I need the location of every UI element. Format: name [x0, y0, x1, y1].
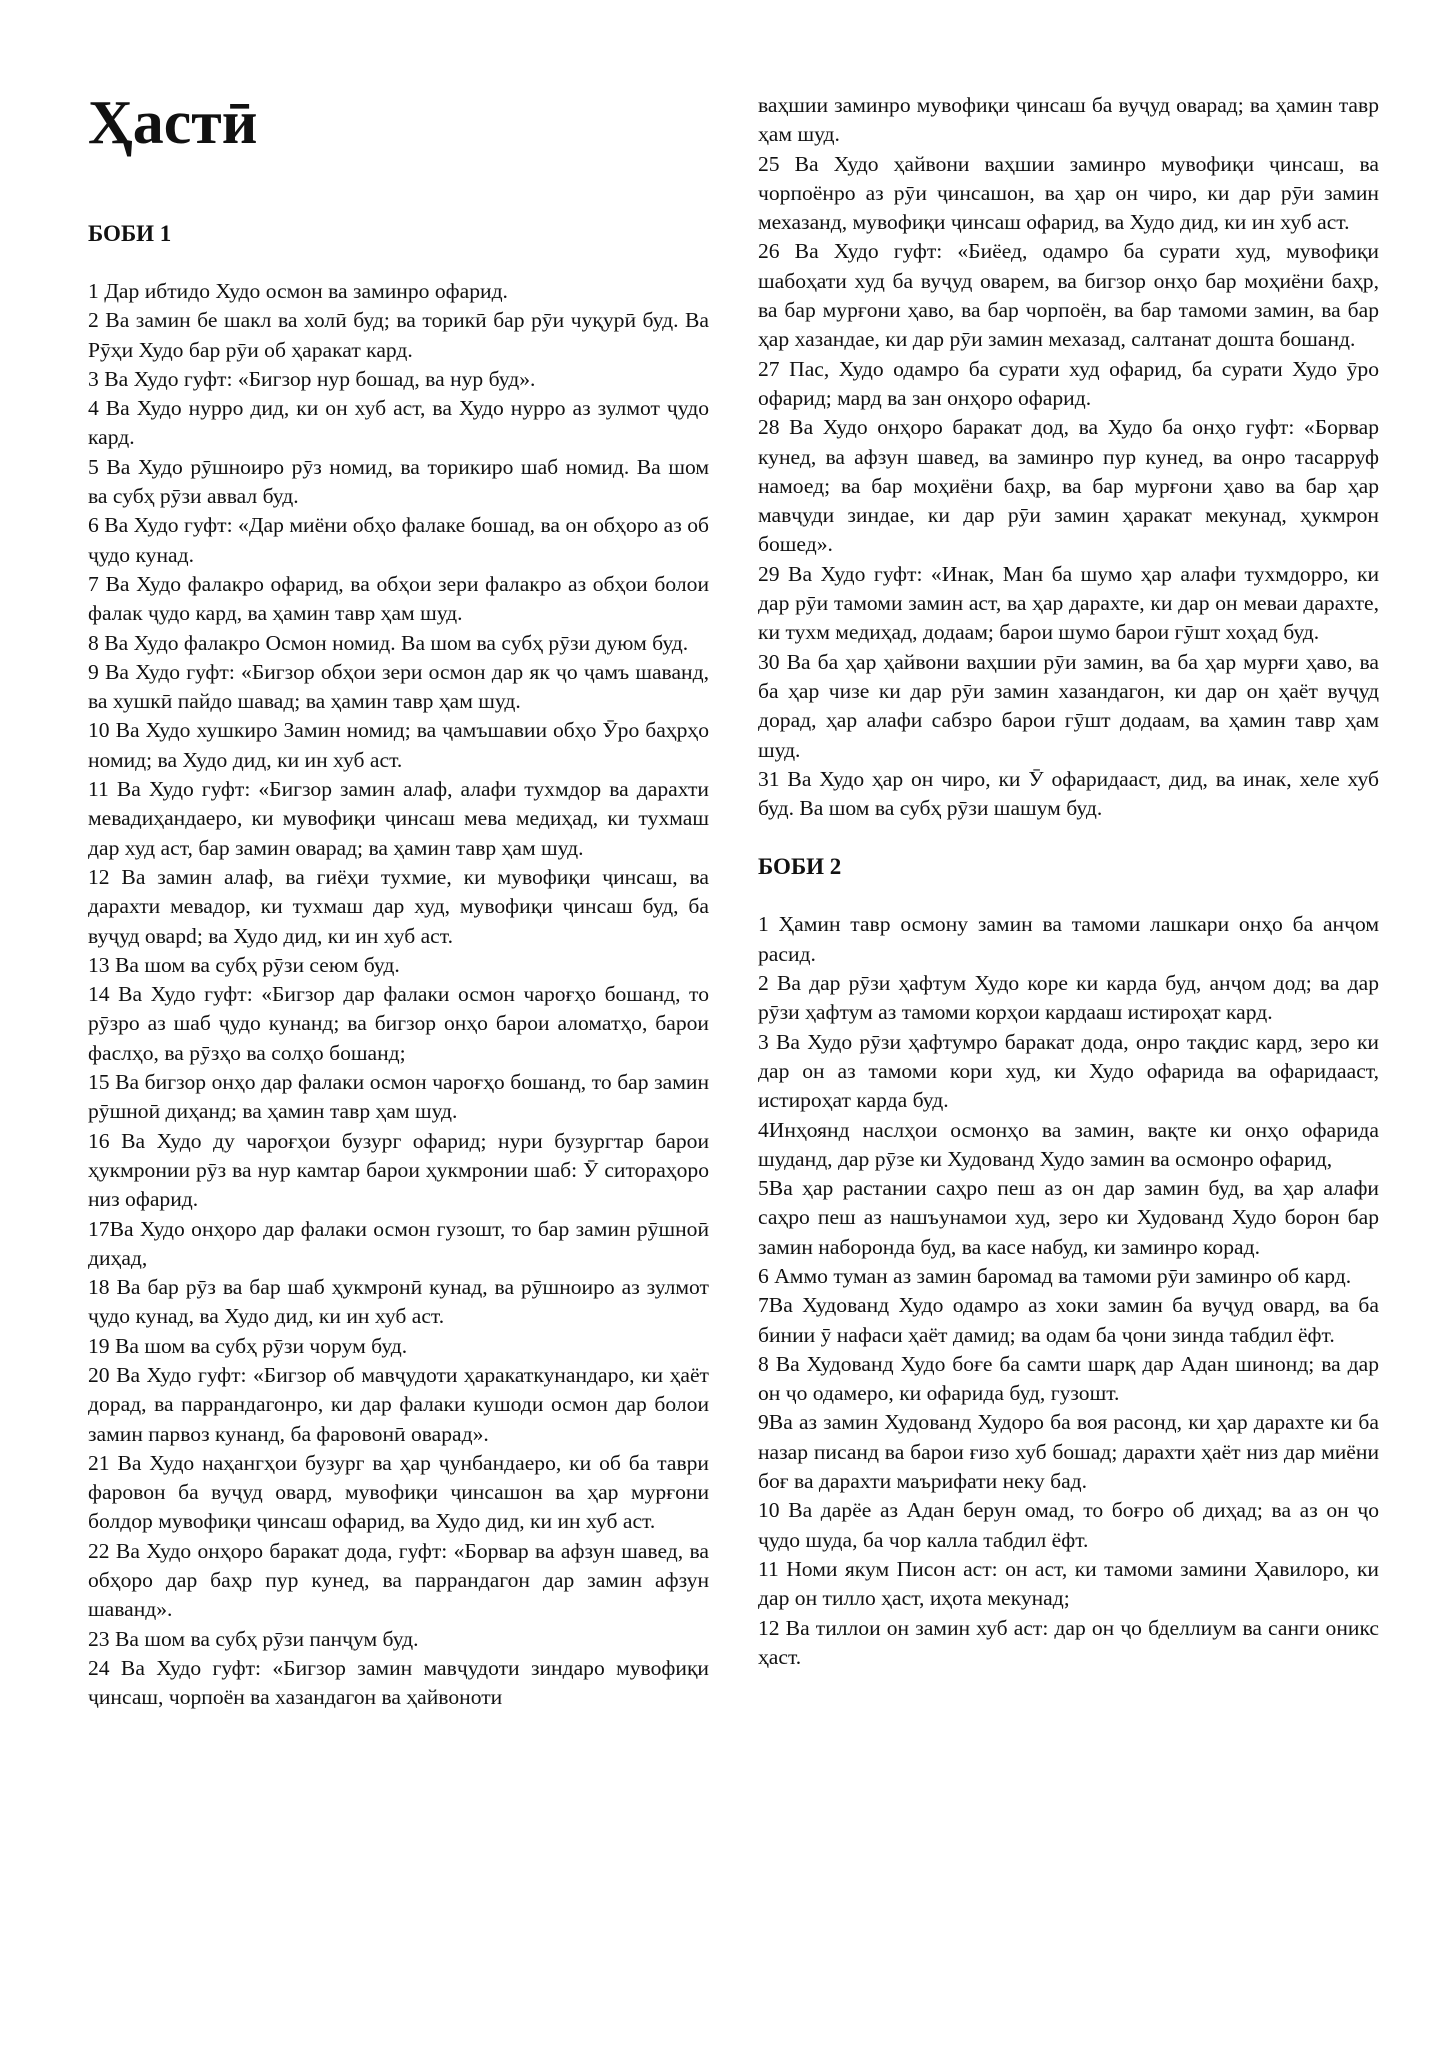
chapter-1-verses-left	[88, 277, 709, 1713]
verse: 23 Ва шом ва субҳ рӯзи панҷум буд.	[88, 1626, 419, 1651]
verse: 6 Аммо туман аз замин баромад ва тамоми рӯи заминро об кард.	[758, 1263, 1352, 1288]
verse: 11 Номи якум Писон аст: он аст, ки тамоми замини Ҳавилоро, ки дар он тилло ҳаст, иҳота мекунад;	[758, 1556, 1379, 1611]
verse: 13 Ва шом ва субҳ рӯзи сеюм буд.	[88, 952, 400, 977]
verse: 9Ва аз замин Худованд Худоро ба воя расонд, ки ҳар дарахте ки ба назар писанд ва барои ғизо хуб бошад; дарахти ҳаёт низ дар миёни боғ ва дарахти маърифати неку бад.	[758, 1410, 1379, 1494]
verse: 3 Ва Худо гуфт: «Бигзор нур бошад, ва нур буд».	[88, 366, 536, 391]
verse: 4 Ва Худо нурро дид, ки он хуб аст, ва Худо нурро аз зулмот ҷудо кард.	[88, 396, 709, 450]
verse: 19 Ва шом ва субҳ рӯзи чорум буд.	[88, 1333, 408, 1358]
verse: 8 Ва Худованд Худо боғе ба самти шарқ дар Адан шинонд; ва дар он ҷо одамеро, ки офарида буд, гузошт.	[758, 1351, 1379, 1406]
verse: 26 Ва Худо гуфт: «Биёед, одамро ба сурати худ, мувофиқи шабоҳати худ ба вуҷуд оварем, ва бигзор онҳо бар моҳиёни баҳр, ва бар мурғони ҳаво, ва бар чорпоён, ва бар тамоми замин, ва бар ҳар хазандае, ки дар рӯи замин мехазад, салтанат дошта бошанд.	[758, 239, 1379, 352]
chapter-2-verses	[758, 910, 1379, 1672]
verse: 31 Ва Худо ҳар он чиро, ки Ӯ офаридааст, дид, ва инак, хеле хуб буд. Ва шом ва субҳ рӯзи шашум буд.	[758, 766, 1379, 821]
verse: 27 Пас, Худо одамро ба сурати худ офарид, ба сурати Худо ӯро офарид; мард ва зан онҳоро офарид.	[758, 356, 1379, 410]
verse: 21 Ва Худо наҳангҳои бузург ва ҳар ҷунбандаеро, ки об ба таври фаровон ба вуҷуд овард, мувофиқи ҷинсашон ва ҳар мурғони болдор мувофиқи ҷинсаш офарид, ва Худо дид, ки ин хуб аст.	[88, 1450, 709, 1534]
verse: 16 Ва Худо ду чароғҳои бузург офарид; нури бузургтар барои ҳукмронии рӯз ва нур камтар барои ҳукмронии шаб: Ӯ ситораҳоро низ офарид.	[88, 1128, 709, 1212]
verse: 8 Ва Худо фалакро Осмон номид. Ва шом ва субҳ рӯзи дуюм буд.	[88, 630, 689, 655]
verse: 24 Ва Худо гуфт: «Бигзор замин мавҷудоти зиндаро мувофиқи ҷинсаш, чорпоён ва хазандагон ва ҳайвоноти	[88, 1655, 709, 1710]
verse: 2 Ва замин бе шакл ва холӣ буд; ва торикӣ бар рӯи чуқурӣ буд. Ва Рӯҳи Худо бар рӯи об ҳаракат кард.	[88, 308, 709, 362]
left-column-body	[88, 219, 709, 1713]
verse: 10 Ва Худо хушкиро Замин номид; ва ҷамъшавии обҳо Ӯро баҳрҳо номид; ва Худо дид, ки ин хуб аст.	[88, 718, 709, 772]
right-column-body	[758, 91, 1379, 1672]
verse: 3 Ва Худо рӯзи ҳафтумро баракат дода, онро тақдис кард, зеро ки дар он аз тамоми кори худ, ки Худо офарида ва офаридааст, истироҳат карда буд.	[758, 1029, 1379, 1113]
verse: 10 Ва дарёе аз Адан берун омад, то боғро об диҳад; ва аз он ҷо ҷудо шуда, ба чор калла табдил ёфт.	[758, 1498, 1379, 1552]
verse: 1 Дар ибтидо Худо осмон ва заминро офарид.	[88, 279, 508, 303]
verse: 28 Ва Худо онҳоро баракат дод, ва Худо ба онҳо гуфт: «Борвар кунед, ва афзун шавед, ва заминро пур кунед, ва онро тасарруф намоед; ва бар моҳиёни баҳр, ва бар мурғони ҳаво ва бар ҳар мавҷуди зиндае, ки дар рӯи замин ҳаракат мекунад, ҳукмрон бошед».	[758, 415, 1379, 557]
verse: 2 Ва дар рӯзи ҳафтум Худо коре ки карда буд, анҷом дод; ва дар рӯзи ҳафтум аз тамоми корҳои кардааш истироҳат кард.	[758, 971, 1379, 1025]
document-title: Ҳастӣ	[88, 89, 258, 157]
verse: 6 Ва Худо гуфт: «Дар миёни обҳо фалаке бошад, ва он обҳоро аз об ҷудо кунад.	[88, 513, 709, 567]
chapter-1-heading: БОБИ 1	[88, 221, 172, 246]
verse: 20 Ва Худо гуфт: «Бигзор об мавҷудоти ҳаракаткунандаро, ки ҳаёт дорад, ва паррандагонро, ки дар фалаки кушоди осмон дар болои замин парвоз кунанд, ба фаровонӣ оварад».	[88, 1362, 709, 1446]
verse: 17Ва Худо онҳоро дар фалаки осмон гузошт, то бар замин рӯшноӣ диҳад,	[88, 1216, 709, 1270]
verse: 4Инҳоянд наслҳои осмонҳо ва замин, вақте ки онҳо офарида шуданд, дар рӯзе ки Худованд Худо замин ва осмонро офарид,	[758, 1117, 1379, 1171]
verse: 7 Ва Худо фалакро офарид, ва обҳои зери фалакро аз обҳои болои фалак ҷудо кард, ва ҳамин тавр ҳам шуд.	[88, 571, 709, 626]
verse: 5Ва ҳар растании саҳро пеш аз он дар замин буд, ва ҳар алафи саҳро пеш аз нашъунамои худ, зеро ки Худованд Худо борон бар замин наборонда буд, ва касе набуд, ки заминро корад.	[758, 1176, 1379, 1259]
verse: 14 Ва Худо гуфт: «Бигзор дар фалаки осмон чароғҳо бошанд, то рӯзро аз шаб ҷудо кунанд; ва бигзор онҳо барои аломатҳо, барои фаслҳо, ва рӯзҳо ва солҳо бошанд;	[88, 982, 709, 1065]
chapter-2-heading: БОБИ 2	[758, 854, 842, 880]
verse: 18 Ва бар рӯз ва бар шаб ҳукмронӣ кунад, ва рӯшноиро аз зулмот ҷудо кунад, ва Худо дид, ки ин хуб аст.	[88, 1275, 709, 1329]
chapter-1-verses-right	[758, 91, 1379, 823]
verse: 7Ва Худованд Худо одамро аз хоки замин ба вуҷуд овард, ва ба бинии ӯ нафаси ҳаёт дамид; ва одам ба ҷони зинда табдил ёфт.	[758, 1293, 1379, 1347]
verse: ваҳшии заминро мувофиқи ҷинсаш ба вуҷуд оварад; ва ҳамин тавр ҳам шуд.	[758, 93, 1379, 147]
verse: 25 Ва Худо ҳайвони ваҳшии заминро мувофиқи ҷинсаш, ва чорпоёнро аз рӯи ҷинсашон, ва ҳар он чиро, ки дар рӯи замин мехазанд, мувофиқи ҷинсаш офарид, ва Худо дид, ки ин хуб аст.	[758, 151, 1379, 235]
verse: 12 Ва тиллои он замин хуб аст: дар он ҷо бделлиум ва санги оникс ҳаст.	[758, 1615, 1379, 1669]
verse: 29 Ва Худо гуфт: «Инак, Ман ба шумо ҳар алафи тухмдорро, ки дар рӯи тамоми замин аст, ва ҳар дарахте, ки дар он меваи дарахте, ки тухм медиҳад, додаам; барои шумо барои гӯшт хоҳад буд.	[758, 561, 1379, 645]
verse: 5 Ва Худо рӯшноиро рӯз номид, ва торикиро шаб номид. Ва шом ва субҳ рӯзи аввал буд.	[88, 454, 709, 509]
verse: 15 Ва бигзор онҳо дар фалаки осмон чароғҳо бошанд, то бар замин рӯшноӣ диҳанд; ва ҳамин тавр ҳам шуд.	[88, 1070, 709, 1124]
verse: 30 Ва ба ҳар ҳайвони ваҳшии рӯи замин, ва ба ҳар мурғи ҳаво, ва ба ҳар чизе ки дар рӯи замин хазандагон, ки дар он ҳаёт вуҷуд дорад, ҳар алафи сабзро барои гӯшт додаам, ва ҳамин тавр ҳам шуд.	[758, 649, 1379, 762]
verse: 1 Ҳамин тавр осмону замин ва тамоми лашкари онҳо ба анҷом расид.	[758, 912, 1379, 966]
verse: 11 Ва Худо гуфт: «Бигзор замин алаф, алафи тухмдор ва дарахти мевадиҳандаеро, ки мувофиқи ҷинсаш мева медиҳад, ки тухмаш дар худ аст, бар замин оварад; ва ҳамин тавр ҳам шуд.	[88, 777, 709, 860]
verse: 9 Ва Худо гуфт: «Бигзор обҳои зери осмон дар як ҷо ҷамъ шаванд, ва хушкӣ пайдо шавад; ва ҳамин тавр ҳам шуд.	[88, 659, 709, 714]
verse: 22 Ва Худо онҳоро баракат дода, гуфт: «Борвар ва афзун шавед, ва обҳоро дар баҳр пур кунед, ва паррандагон дар замин афзун шаванд».	[88, 1538, 709, 1622]
verse: 12 Ва замин алаф, ва гиёҳи тухмие, ки мувофиқи ҷинсаш, ва дарахти мевадор, ки тухмаш дар худ, мувофиқи ҷинсаш буд, ба вуҷуд оварd; ва Худо дид, ки ин хуб аст.	[88, 864, 709, 948]
